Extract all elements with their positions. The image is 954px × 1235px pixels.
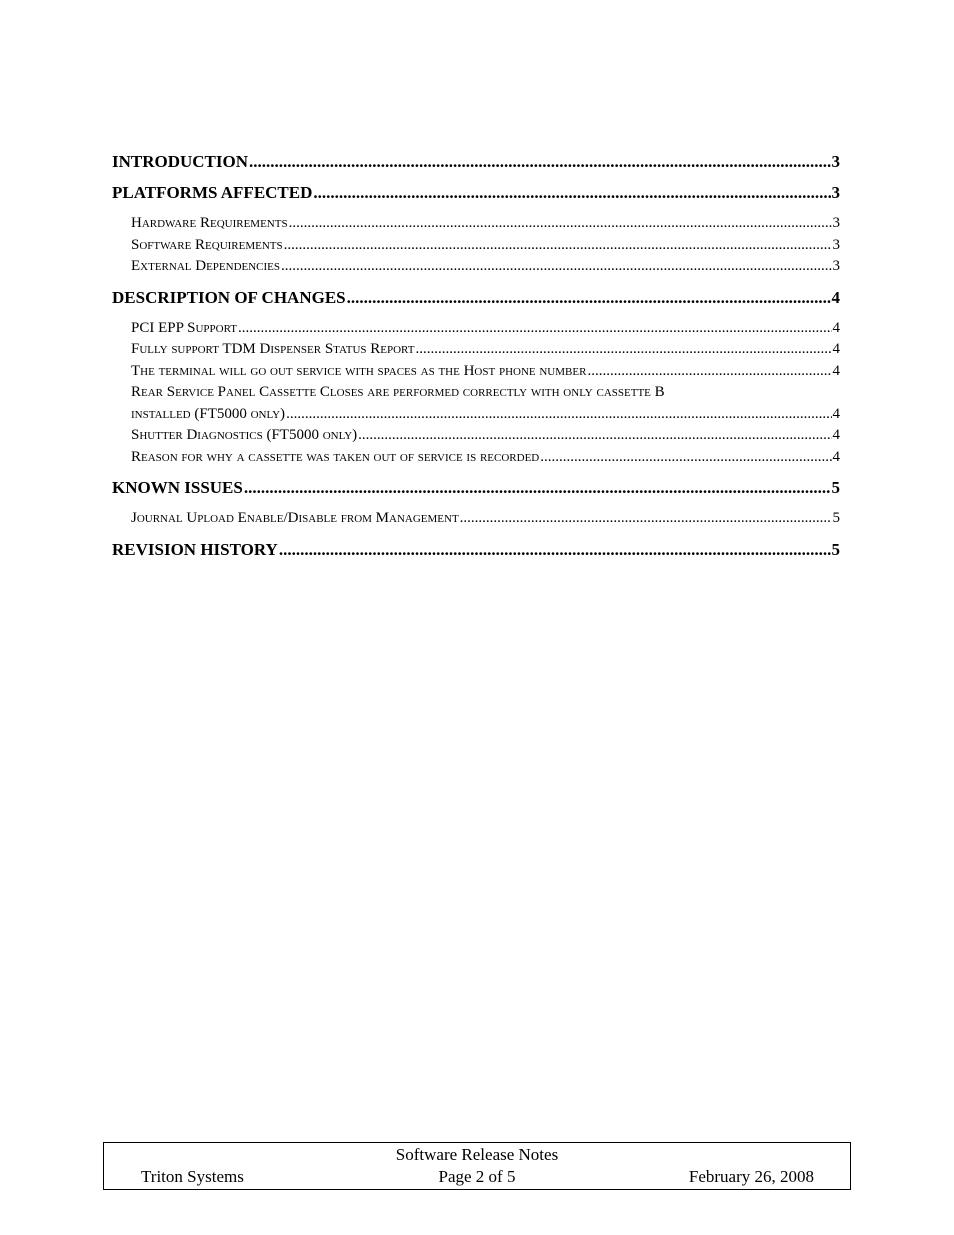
toc-entry-title: PCI EPP Support [131, 319, 237, 336]
dot-leader [358, 425, 831, 447]
toc-entry-title: Shutter Diagnostics (FT5000 only) [131, 427, 358, 443]
dot-leader [249, 151, 830, 173]
toc-entry-page: 3 [832, 236, 840, 253]
toc-entry-title: Hardware Requirements [131, 215, 288, 231]
toc-entry-tdm-dispenser-status[interactable] [112, 339, 840, 361]
toc-entry-title: Fully support TDM Dispenser Status Report [131, 341, 415, 357]
toc-entry-page: 5 [831, 478, 840, 497]
toc-entry-title: DESCRIPTION OF CHANGES [112, 287, 346, 307]
toc-entry-platforms-affected[interactable] [112, 182, 840, 204]
toc-entry-rear-service-panel-line1[interactable] [112, 382, 840, 404]
toc-entry-revision-history[interactable] [112, 539, 840, 561]
toc-entry-title: INTRODUCTION [112, 152, 249, 171]
toc-entry-known-issues[interactable] [112, 477, 840, 499]
dot-leader [284, 235, 832, 257]
footer-page-number: Page 2 of 5 [438, 1167, 516, 1186]
toc-entry-pci-epp-support[interactable] [112, 318, 840, 340]
dot-leader [244, 477, 831, 499]
toc-entry-description-of-changes[interactable] [112, 287, 840, 309]
footer-document-title: Software Release Notes [395, 1145, 559, 1164]
footer-date: February 26, 2008 [688, 1167, 814, 1186]
toc-entry-page: 4 [832, 448, 840, 465]
dot-leader [313, 182, 830, 204]
dot-leader [540, 447, 831, 469]
toc-entry-page: 4 [832, 427, 840, 443]
toc-entry-introduction[interactable] [112, 151, 840, 173]
toc-entry-title: Journal Upload Enable/Disable from Management [131, 510, 459, 526]
toc-entry-page: 4 [832, 319, 840, 336]
dot-leader [279, 539, 831, 561]
dot-leader [286, 404, 831, 426]
toc-entry-title: PLATFORMS AFFECTED [112, 183, 313, 202]
toc-entry-page: 3 [831, 183, 840, 202]
toc-entry-title: Reason for why a cassette was taken out of service is recorded [131, 448, 540, 465]
toc-entry-title: Rear Service Panel Cassette Closes are performed correctly with only cassette B [131, 384, 665, 400]
dot-leader [587, 361, 831, 383]
toc-entry-title: installed (FT5000 only) [131, 405, 286, 422]
toc-entry-page: 5 [831, 539, 840, 559]
toc-entry-journal-upload[interactable] [112, 508, 840, 530]
toc-entry-title: External Dependencies [131, 258, 281, 274]
dot-leader [415, 339, 831, 361]
toc-entry-shutter-diagnostics[interactable] [112, 425, 840, 447]
toc-entry-title: KNOWN ISSUES [112, 478, 243, 497]
dot-leader [238, 318, 832, 340]
toc-entry-page: 4 [832, 341, 840, 357]
table-of-contents [112, 151, 840, 561]
dot-leader [289, 213, 832, 235]
toc-entry-page: 4 [832, 405, 840, 422]
dot-leader [281, 256, 831, 278]
toc-entry-title: Software Requirements [131, 236, 283, 253]
page-footer [103, 1142, 851, 1190]
footer-company: Triton Systems [141, 1167, 244, 1186]
toc-entry-software-requirements[interactable] [112, 235, 840, 257]
toc-entry-page: 3 [832, 215, 840, 231]
toc-entry-external-dependencies[interactable] [112, 256, 840, 278]
toc-entry-page: 4 [832, 362, 840, 379]
toc-entry-page: 4 [831, 287, 840, 307]
toc-entry-page: 5 [832, 510, 840, 526]
toc-entry-page: 3 [831, 152, 840, 171]
toc-entry-page: 3 [832, 258, 840, 274]
toc-entry-cassette-reason[interactable] [112, 447, 840, 469]
toc-entry-title: REVISION HISTORY [112, 539, 278, 559]
toc-entry-title: The terminal will go out service with spaces as the Host phone number [131, 362, 587, 379]
toc-entry-rear-service-panel-line2[interactable] [112, 404, 840, 426]
dot-leader [347, 287, 831, 309]
dot-leader [460, 508, 832, 530]
toc-entry-hardware-requirements[interactable] [112, 213, 840, 235]
toc-entry-host-phone-number[interactable] [112, 361, 840, 383]
